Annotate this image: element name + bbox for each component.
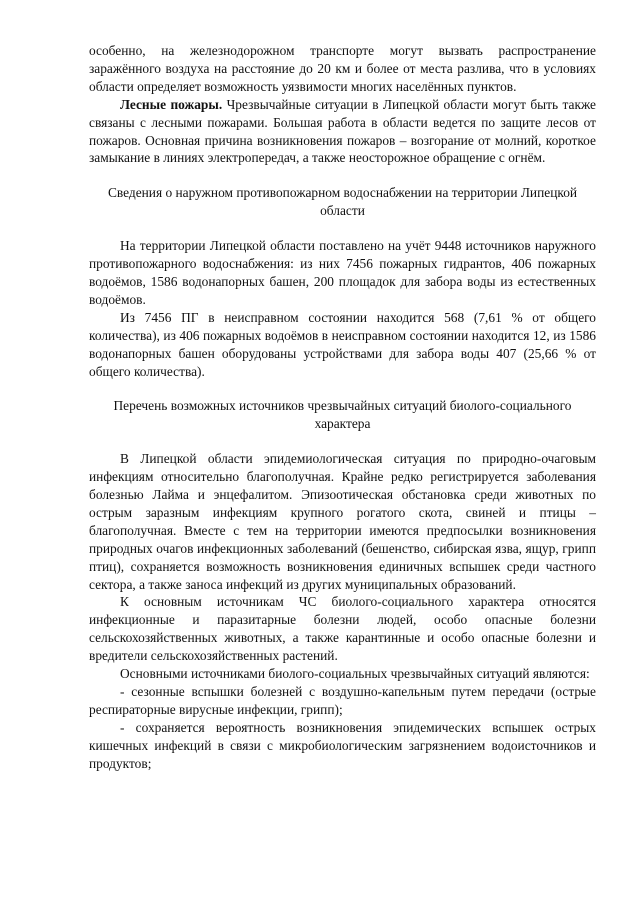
forest-fires-lead: Лесные пожары. [120,96,223,112]
heading-water-supply: Сведения о наружном противопожарном водоснабжении на территории Липецкой области [107,185,578,219]
paragraph-forest-fires [89,96,596,168]
list-item-seasonal-outbreaks: - сезонные вспышки болезней с воздушно-капельным путем передачи (острые респираторные вирусные инфекции, грипп); [89,684,596,717]
paragraph-hydrants-status: Из 7456 ПГ в неисправном состоянии находится 568 (7,61 % от общего количества), из 406 пожарных водоёмов в неисправном состоянии находится 12, из 1586 водонапорных башен оборудованы устройствами для забора воды 407 (25,66 % от общего количества). [89,309,596,379]
forest-fires-body: Чрезвычайные ситуации в Липецкой области могут быть также связаны с лесными пожарами. Большая работа в области ведется по защите лесов от пожаров. Основная причина возникновения пожаров – возгорание от молний, короткое замыкание в линиях электропередач, а также неосторожное обращение с огнём. [89,96,596,166]
paragraph-chemical-continuation: особенно, на железнодорожном транспорте могут вызвать распространение заражённого воздуха на расстояние до 20 км и более от места разлива, что в условиях области определяет возможность уязвимости многих населённых пунктов. [89,43,596,94]
heading-bio-social-sources: Перечень возможных источников чрезвычайных ситуаций биолого-социального характера [113,398,572,432]
paragraph-water-sources: На территории Липецкой области поставлено на учёт 9448 источников наружного противопожарного водоснабжения: из них 7456 пожарных гидрантов, 406 пожарных водоёмов, 1586 водонапорных башен, 200 площадок для забора воды из естественных водоёмов. [89,238,596,307]
paragraph-epidemiological-situation: В Липецкой области эпидемиологическая ситуация по природно-очаговым инфекциям относительно благополучная. Крайне редко регистрируется заболевания болезнью Лайма и энцефалитом. Эпизоотическая обстановка среди животных по острым заразным инфекциям крупного рогатого скота, свиней и птицы – благополучная. Вместе с тем на территории имеются предпосылки возникновения природных очагов инфекционных заболеваний (бешенство, сибирская язва, ящур, грипп птиц), сохраняется возможность возникновения единичных вспышек среди частного сектора, а также заноса инфекций из других муниципальных образований. [89,451,596,592]
paragraph-sources-intro: Основными источниками биолого-социальных чрезвычайных ситуаций являются: [120,666,590,682]
paragraph-main-sources: К основным источникам ЧС биолого-социального характера относятся инфекционные и паразитарные болезни людей, особо опасные болезни сельскохозяйственных животных, а также карантинные и особо опасные болезни и вредители сельскохозяйственных растений. [89,594,596,664]
list-item-intestinal-infections: - сохраняется вероятность возникновения эпидемических вспышек острых кишечных инфекций в связи с микробиологическим загрязнением водоисточников и продуктов; [89,719,596,771]
